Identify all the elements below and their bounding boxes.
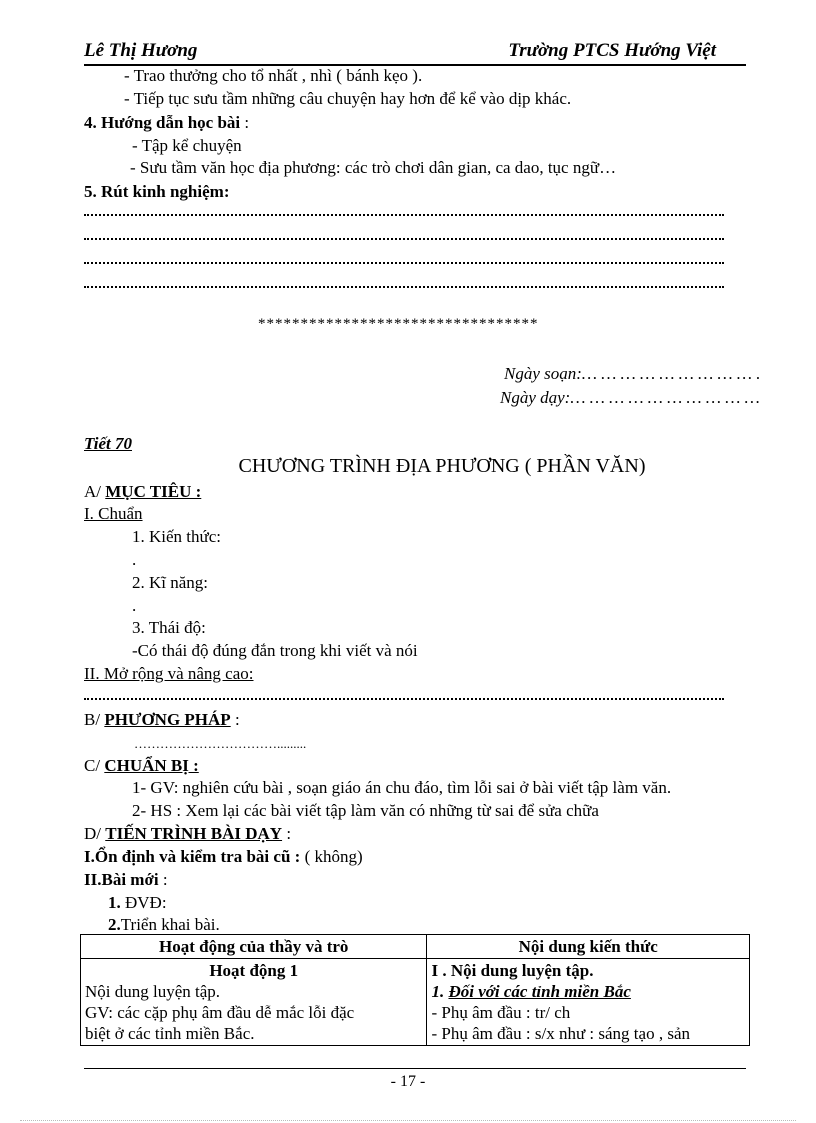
section-4-item-2: - Sưu tầm văn học địa phương: các trò chơi dân gian, ca dao, tục ngữ… <box>130 158 617 177</box>
step-2 <box>108 915 220 935</box>
header-author: Lê Thị Hương <box>84 40 198 61</box>
reward-line: - Trao thưởng cho tổ nhất , nhì ( bánh kẹo ). <box>124 66 423 85</box>
step-1 <box>108 893 167 913</box>
dotted-line <box>84 236 724 240</box>
section-4-heading <box>84 113 249 133</box>
lesson-number: Tiết 70 <box>84 434 132 453</box>
section-b-colon: : <box>230 710 240 729</box>
dotted-line <box>84 284 724 288</box>
section-c-title: CHUẨN BỊ : <box>104 756 199 775</box>
section-4-number: 4. <box>84 113 97 132</box>
step-2-text: Triển khai bài. <box>120 915 220 934</box>
activities-cell <box>81 959 427 1046</box>
section-4-colon: : <box>240 113 250 132</box>
section-a-heading <box>84 482 201 502</box>
column-header-content: Nội dung kiến thức <box>427 935 750 959</box>
page-number: - 17 - <box>390 1073 426 1090</box>
stabilize-line <box>84 847 363 867</box>
section-c-heading <box>84 756 199 776</box>
teach-date: Ngày dạy:… … … … … … … … … … <box>500 388 760 407</box>
activity-line: biệt ở các tỉnh miền Bắc. <box>85 1024 255 1043</box>
table-header-row <box>81 935 750 959</box>
header-school: Trường PTCS Hướng Việt <box>508 40 716 61</box>
column-header-activities: Hoạt động của thầy và trò <box>81 935 427 959</box>
continue-line: - Tiếp tục sưu tầm những câu chuyện hay hơn để kể vào dịp khác. <box>124 89 572 108</box>
section-4-title: Hướng dẫn học bài <box>101 113 241 132</box>
section-c-prefix: C/ <box>84 756 105 775</box>
activity-table <box>80 934 750 1046</box>
activity-line: Nội dung luyện tập. <box>85 982 221 1001</box>
new-lesson-colon: : <box>158 870 168 889</box>
separator: ********************************* <box>258 316 539 332</box>
content-cell <box>427 959 750 1046</box>
section-d-prefix: D/ <box>84 824 106 843</box>
footer-rule <box>84 1068 746 1069</box>
dotted-line <box>84 212 724 216</box>
stabilize-label: I.Ổn định và kiểm tra bài cũ : <box>84 847 301 866</box>
stabilize-value: ( không) <box>300 847 363 866</box>
activity-title: Hoạt động 1 <box>209 961 299 980</box>
step-1-text: ĐVĐ: <box>120 893 167 912</box>
section-d-colon: : <box>282 824 292 843</box>
prep-date: Ngày soạn:… … … … … … … … … . <box>504 364 761 383</box>
section-a-prefix: A/ <box>84 482 106 501</box>
page-header <box>84 40 746 66</box>
content-subtitle-number: 1. <box>431 982 449 1001</box>
new-lesson-label: II.Bài mới <box>84 870 159 889</box>
activity-line: GV: các cặp phụ âm đầu dễ mắc lỗi đặc <box>85 1003 355 1022</box>
skills-dot: . <box>132 596 137 615</box>
attitude-label: 3. Thái độ: <box>132 618 206 637</box>
content-line: - Phụ âm đầu : s/x như : sáng tạo , sản <box>431 1024 690 1043</box>
table-row <box>81 959 750 1046</box>
knowledge-label: 1. Kiến thức: <box>132 527 222 546</box>
content-line: - Phụ âm đầu : tr/ ch <box>431 1003 571 1022</box>
section-5-heading: 5. Rút kinh nghiệm: <box>84 182 230 201</box>
section-d-title: TIẾN TRÌNH BÀI DẠY <box>105 824 283 843</box>
student-prep: 2- HS : Xem lại các bài viết tập làm văn có những từ sai để sửa chữa <box>132 801 599 820</box>
section-a-title: MỤC TIÊU : <box>105 482 202 501</box>
section-d-heading <box>84 824 291 844</box>
attitude-text: -Có thái độ đúng đắn trong khi viết và nói <box>132 641 418 660</box>
knowledge-dot: . <box>132 550 137 569</box>
content-subtitle-text: Đối với các tỉnh miền Bắc <box>448 982 631 1001</box>
section-b-prefix: B/ <box>84 710 105 729</box>
teacher-prep: 1- GV: nghiên cứu bài , soạn giáo án chu đáo, tìm lỗi sai ở bài viết tập làm văn. <box>132 778 672 797</box>
step-1-number: 1. <box>108 893 121 912</box>
dotted-line <box>84 696 724 700</box>
lesson-title: CHƯƠNG TRÌNH ĐỊA PHƯƠNG ( PHẦN VĂN) <box>238 455 646 477</box>
content-title: I . Nội dung luyện tập. <box>431 961 594 980</box>
section-b-title: PHƯƠNG PHÁP <box>104 710 231 729</box>
subsection-standard: I. Chuẩn <box>84 504 143 523</box>
skills-label: 2. Kĩ năng: <box>132 573 209 592</box>
dotted-line <box>84 260 724 264</box>
section-b-dots: ……………………………......... <box>134 736 307 751</box>
subsection-extension: II. Mở rộng và nâng cao: <box>84 664 254 683</box>
content-subtitle <box>431 981 745 1002</box>
new-lesson-line <box>84 870 168 890</box>
section-b-heading <box>84 710 240 730</box>
page-edge-dots <box>20 1120 796 1121</box>
step-2-number: 2. <box>108 915 121 934</box>
section-4-item-1: - Tập kể chuyện <box>132 136 242 155</box>
